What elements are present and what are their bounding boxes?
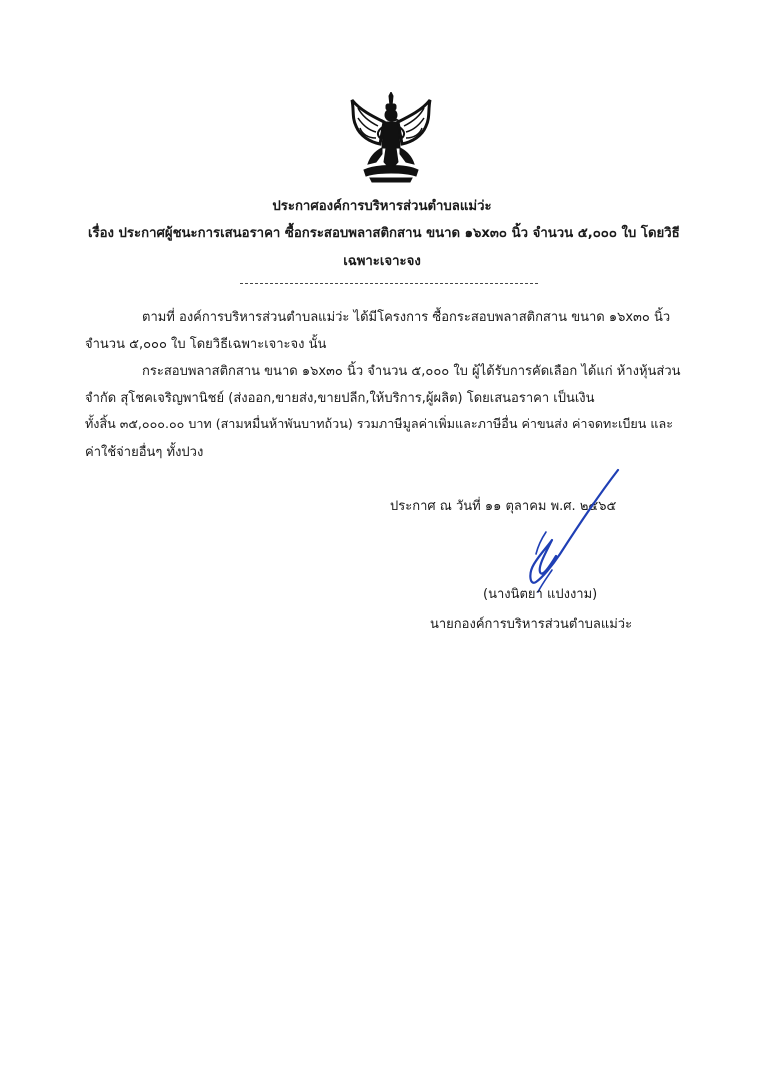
paragraph-2-line-1: กระสอบพลาสติกสาน ขนาด ๑๖x๓๐ นิ้ว จำนวน ๕,๐๐๐ ใบ ผู้ได้รับการคัดเลือก ได้แก่ ห้างหุ้นส่วน <box>142 364 681 379</box>
paragraph-1-line-1: ตามที่ องค์การบริหารส่วนตำบลแม่ว่ะ ได้มีโครงการ ซื้อกระสอบพลาสติกสาน ขนาด ๑๖x๓๐ นิ้ว <box>142 310 671 325</box>
signatory-name: (นางนิตยา แปงงาม) <box>483 587 598 602</box>
subject-line-2: เฉพาะเจาะจง <box>343 254 421 269</box>
paragraph-2-line-3: ทั้งสิ้น ๓๕,๐๐๐.๐๐ บาท (สามหมื่นห้าพันบาทถ้วน) รวมภาษีมูลค่าเพิ่มและภาษีอื่น ค่าขนส่ง ค่าจดทะเบียน และ <box>85 416 674 431</box>
signature-image <box>502 466 632 596</box>
paragraph-2-line-4: ค่าใช้จ่ายอื่นๆ ทั้งปวง <box>85 445 204 460</box>
announcement-title: ประกาศองค์การบริหารส่วนตำบลแม่ว่ะ <box>272 199 492 214</box>
paragraph-2-line-2: จำกัด สุโชคเจริญพานิชย์ (ส่งออก,ขายส่ง,ขายปลีก,ให้บริการ,ผู้ผลิต) โดยเสนอราคา เป็นเงิน <box>85 391 595 406</box>
garuda-emblem-icon <box>346 92 436 184</box>
subject-line-1: เรื่อง ประกาศผู้ชนะการเสนอราคา ซื้อกระสอบพลาสติกสาน ขนาด ๑๖x๓๐ นิ้ว จำนวน ๕,๐๐๐ ใบ โดยวิธี <box>88 226 680 241</box>
dashed-divider <box>240 283 538 284</box>
paragraph-1-line-2: จำนวน ๕,๐๐๐ ใบ โดยวิธีเฉพาะเจาะจง นั้น <box>85 337 327 352</box>
announce-date: ประกาศ ณ วันที่ ๑๑ ตุลาคม พ.ศ. ๒๕๖๕ <box>390 499 617 514</box>
signatory-position: นายกองค์การบริหารส่วนตำบลแม่ว่ะ <box>430 617 633 632</box>
